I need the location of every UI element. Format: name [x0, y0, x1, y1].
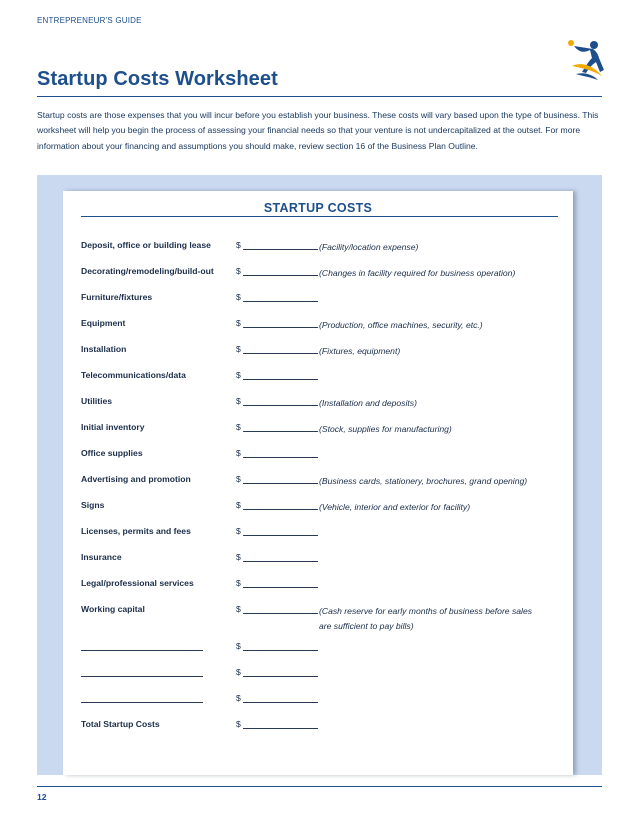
cost-row — [63, 396, 573, 410]
currency-symbol: $ — [236, 474, 241, 484]
section-header-label: ENTREPRENEUR'S GUIDE — [37, 16, 142, 25]
amount-field[interactable] — [243, 327, 318, 328]
amount-field[interactable] — [243, 483, 318, 484]
cost-row — [63, 474, 573, 488]
custom-cost-row — [63, 641, 573, 655]
cost-item-note-line: (Cash reserve for early months of business before sales — [319, 606, 533, 616]
cost-row — [63, 448, 573, 462]
cost-item-note-line: (Stock, supplies for manufacturing) — [319, 424, 452, 434]
custom-cost-row — [63, 667, 573, 681]
amount-field[interactable] — [243, 301, 318, 302]
currency-symbol: $ — [236, 240, 241, 250]
cost-item-label: Initial inventory — [81, 422, 145, 432]
cost-item-label: Signs — [81, 500, 105, 510]
cost-item-label: Deposit, office or building lease — [81, 240, 211, 250]
amount-field[interactable] — [243, 702, 318, 703]
amount-field[interactable] — [243, 249, 318, 250]
cost-row — [63, 578, 573, 592]
cost-item-note — [319, 474, 527, 489]
currency-symbol: $ — [236, 266, 241, 276]
currency-symbol: $ — [236, 396, 241, 406]
cost-item-label: Office supplies — [81, 448, 143, 458]
cost-item-label: Utilities — [81, 396, 113, 406]
cost-item-label: Total Startup Costs — [81, 719, 160, 729]
cost-row — [63, 526, 573, 540]
amount-field[interactable] — [243, 587, 318, 588]
currency-symbol: $ — [236, 552, 241, 562]
cost-item-note — [319, 604, 532, 634]
page-number: 12 — [37, 792, 47, 802]
currency-symbol: $ — [236, 719, 241, 729]
currency-symbol: $ — [236, 448, 241, 458]
cost-item-label: Decorating/remodeling/build-out — [81, 266, 214, 276]
cost-row — [63, 292, 573, 306]
amount-field[interactable] — [243, 728, 318, 729]
total-row — [63, 719, 573, 733]
cost-row — [63, 240, 573, 254]
page-title: Startup Costs Worksheet — [37, 68, 278, 90]
title-divider — [37, 96, 602, 97]
cost-item-label: Working capital — [81, 604, 145, 614]
currency-symbol: $ — [236, 422, 241, 432]
cost-item-label: Licenses, permits and fees — [81, 526, 191, 536]
runner-logo-icon — [566, 36, 606, 82]
amount-field[interactable] — [243, 561, 318, 562]
amount-field[interactable] — [243, 431, 318, 432]
amount-field[interactable] — [243, 509, 318, 510]
cost-item-note — [319, 422, 452, 437]
currency-symbol: $ — [236, 370, 241, 380]
currency-symbol: $ — [236, 667, 241, 677]
currency-symbol: $ — [236, 500, 241, 510]
worksheet-title-divider — [81, 216, 558, 217]
startup-costs-worksheet — [63, 191, 573, 775]
cost-item-note — [319, 318, 483, 333]
cost-item-note-line: (Business cards, stationery, brochures, grand opening) — [319, 476, 528, 486]
currency-symbol: $ — [236, 318, 241, 328]
worksheet-title: STARTUP COSTS — [263, 201, 373, 215]
custom-cost-row — [63, 693, 573, 707]
amount-field[interactable] — [243, 535, 318, 536]
cost-item-note-line: are sufficient to pay bills) — [319, 621, 414, 631]
amount-field[interactable] — [243, 613, 318, 614]
custom-item-label-field[interactable] — [81, 676, 203, 677]
cost-row — [63, 422, 573, 436]
cost-item-note-line: (Changes in facility required for business operation) — [319, 268, 516, 278]
amount-field[interactable] — [243, 275, 318, 276]
currency-symbol: $ — [236, 344, 241, 354]
cost-item-note-line: (Production, office machines, security, etc.) — [319, 320, 483, 330]
cost-item-label: Insurance — [81, 552, 122, 562]
cost-item-label: Installation — [81, 344, 127, 354]
currency-symbol: $ — [236, 292, 241, 302]
amount-field[interactable] — [243, 353, 318, 354]
currency-symbol: $ — [236, 604, 241, 614]
cost-item-label: Equipment — [81, 318, 126, 328]
cost-item-note — [319, 240, 418, 255]
cost-row — [63, 552, 573, 566]
footer-divider — [37, 786, 602, 787]
amount-field[interactable] — [243, 676, 318, 677]
currency-symbol: $ — [236, 526, 241, 536]
currency-symbol: $ — [236, 641, 241, 651]
cost-item-note-line: (Installation and deposits) — [319, 398, 417, 408]
custom-item-label-field[interactable] — [81, 702, 203, 703]
amount-field[interactable] — [243, 457, 318, 458]
cost-item-note — [319, 500, 470, 515]
cost-item-label: Legal/professional services — [81, 578, 194, 588]
cost-row — [63, 604, 573, 631]
cost-row — [63, 370, 573, 384]
custom-item-label-field[interactable] — [81, 650, 203, 651]
currency-symbol: $ — [236, 578, 241, 588]
cost-item-note — [319, 396, 417, 411]
currency-symbol: $ — [236, 693, 241, 703]
cost-item-note-line: (Facility/location expense) — [319, 242, 419, 252]
amount-field[interactable] — [243, 405, 318, 406]
cost-item-note — [319, 344, 400, 359]
amount-field[interactable] — [243, 379, 318, 380]
amount-field[interactable] — [243, 650, 318, 651]
cost-item-label: Telecommunications/data — [81, 370, 186, 380]
cost-item-label: Furniture/fixtures — [81, 292, 153, 302]
cost-item-note-line: (Vehicle, interior and exterior for facility) — [319, 502, 471, 512]
cost-row — [63, 344, 573, 358]
intro-paragraph: Startup costs are those expenses that you will incur before you establish your business. These costs will vary based upon the type of business. This worksheet will help you begin the process of assessing your financial needs so that your venture is not undercapitalized at the outset. For more information about your financing and assumptions you should make, review section 16 of the Business Plan Outline. — [37, 110, 599, 151]
cost-item-note-line: (Fixtures, equipment) — [319, 346, 401, 356]
cost-item-label: Advertising and promotion — [81, 474, 191, 484]
cost-item-note — [319, 266, 515, 281]
cost-row — [63, 266, 573, 280]
cost-row — [63, 500, 573, 514]
cost-row — [63, 318, 573, 332]
